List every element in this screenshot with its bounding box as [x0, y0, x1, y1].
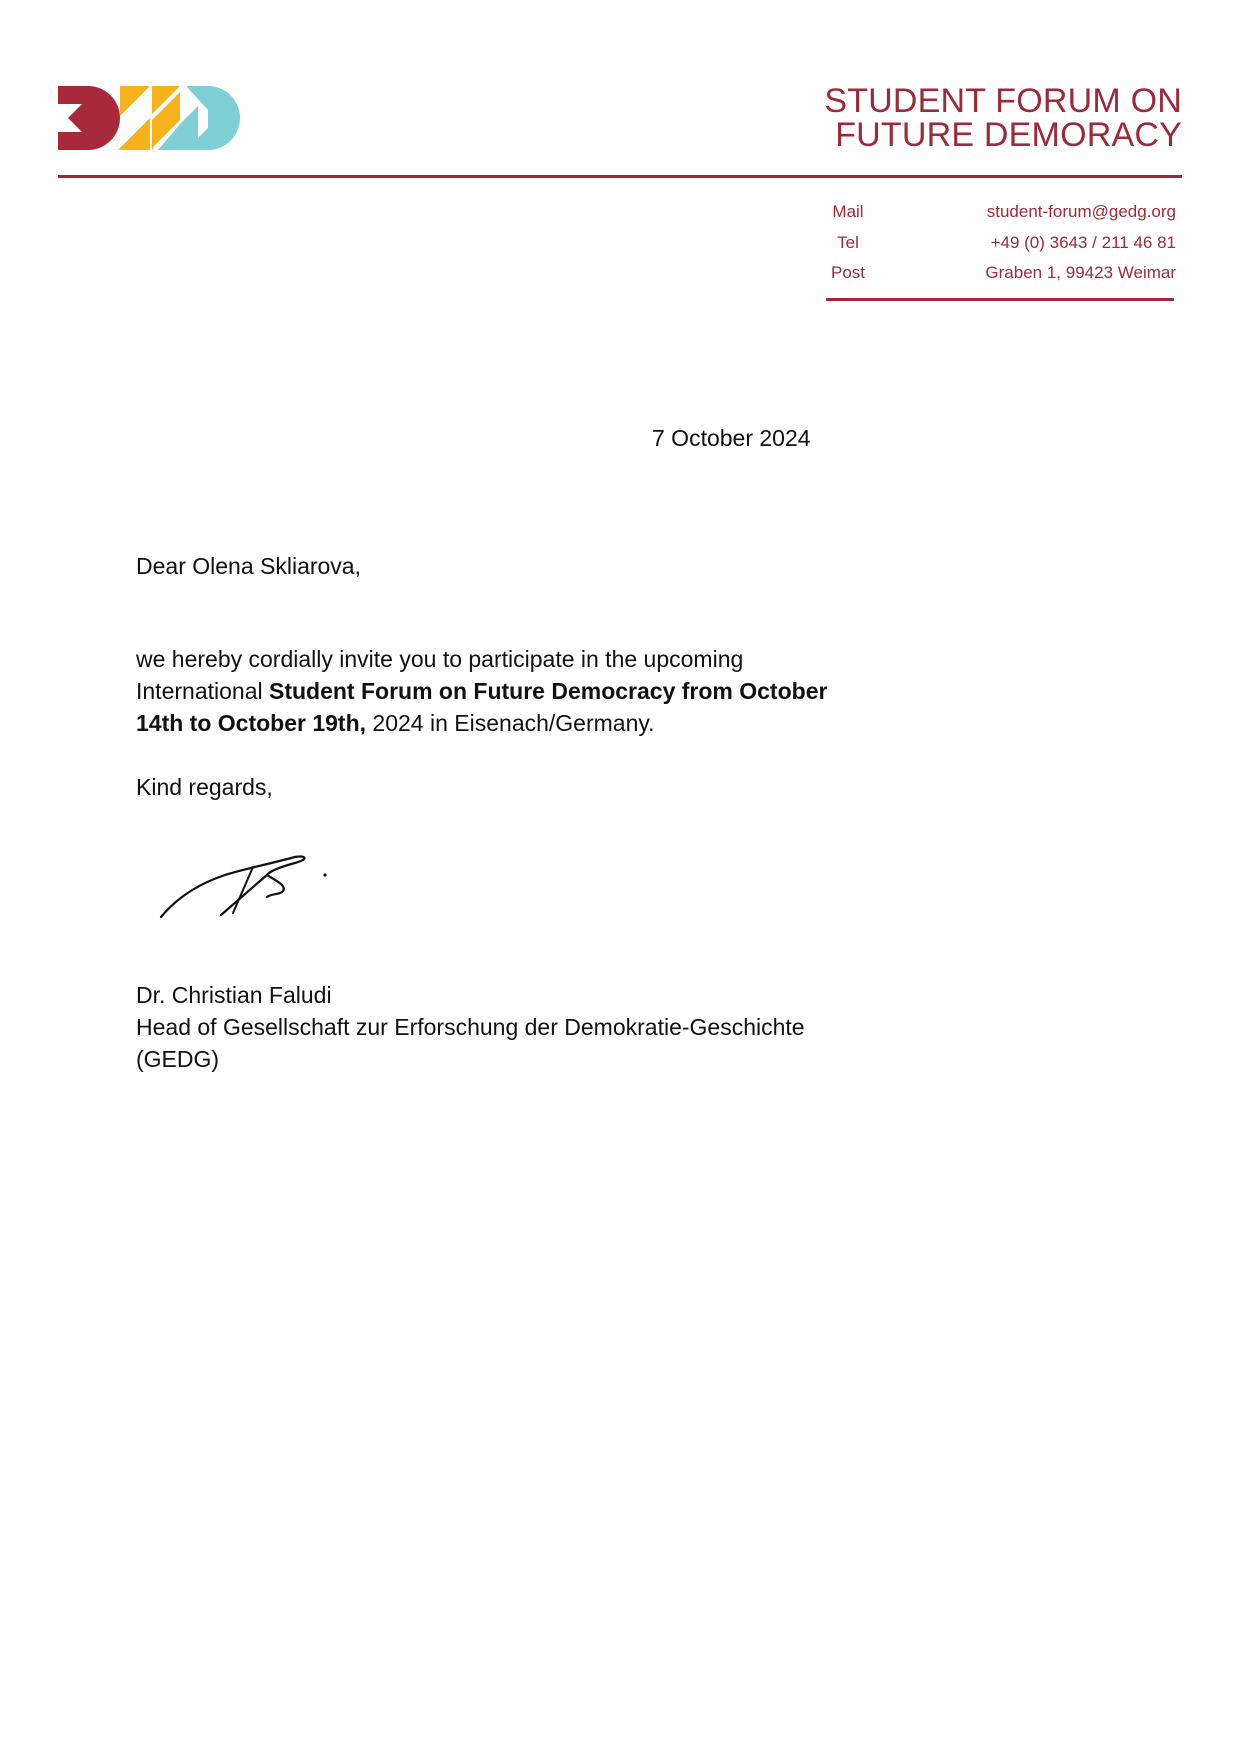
letter-date: 7 October 2024: [652, 425, 811, 451]
handwritten-signature-icon: [155, 845, 335, 925]
contact-row-post: [826, 261, 1176, 292]
letter-body-part2: 2024 in Eisenach/Germany.: [366, 710, 655, 736]
dgd-logo-icon: [58, 86, 240, 150]
header-divider: [58, 175, 1182, 178]
organization-title-line1: STUDENT FORUM ON: [824, 82, 1182, 120]
contact-row-tel: [826, 231, 1176, 262]
contact-row-mail: [826, 200, 1176, 231]
letter-salutation: Dear Olena Skliarova,: [136, 553, 361, 579]
contact-divider: [826, 298, 1174, 301]
letter-body-highlight: Student Forum on Future Democracy from October 14th to October 19th,: [136, 678, 828, 736]
signer-block: [136, 979, 876, 1075]
signer-name: Dr. Christian Faludi: [136, 982, 332, 1008]
contact-label: Post: [830, 263, 866, 282]
organization-title-line2: FUTURE DEMORACY: [835, 116, 1182, 154]
signer-title: Head of Gesellschaft zur Erforschung der Demokratie-Geschichte (GEDG): [136, 1014, 805, 1072]
contact-label: Mail: [832, 202, 864, 221]
contact-label: Tel: [837, 232, 859, 252]
letter-closing: Kind regards,: [136, 774, 273, 800]
letter-body-part1: we hereby cordially invite you to participate in the upcoming International: [136, 646, 744, 704]
contact-address: Graben 1, 99423 Weimar: [985, 263, 1176, 282]
letter-body: [136, 643, 876, 739]
contact-block: [826, 200, 1176, 292]
contact-phone: +49 (0) 3643 / 211 46 81: [990, 232, 1176, 252]
organization-title: [662, 84, 1182, 152]
contact-email[interactable]: student-forum@gedg.org: [986, 202, 1176, 221]
